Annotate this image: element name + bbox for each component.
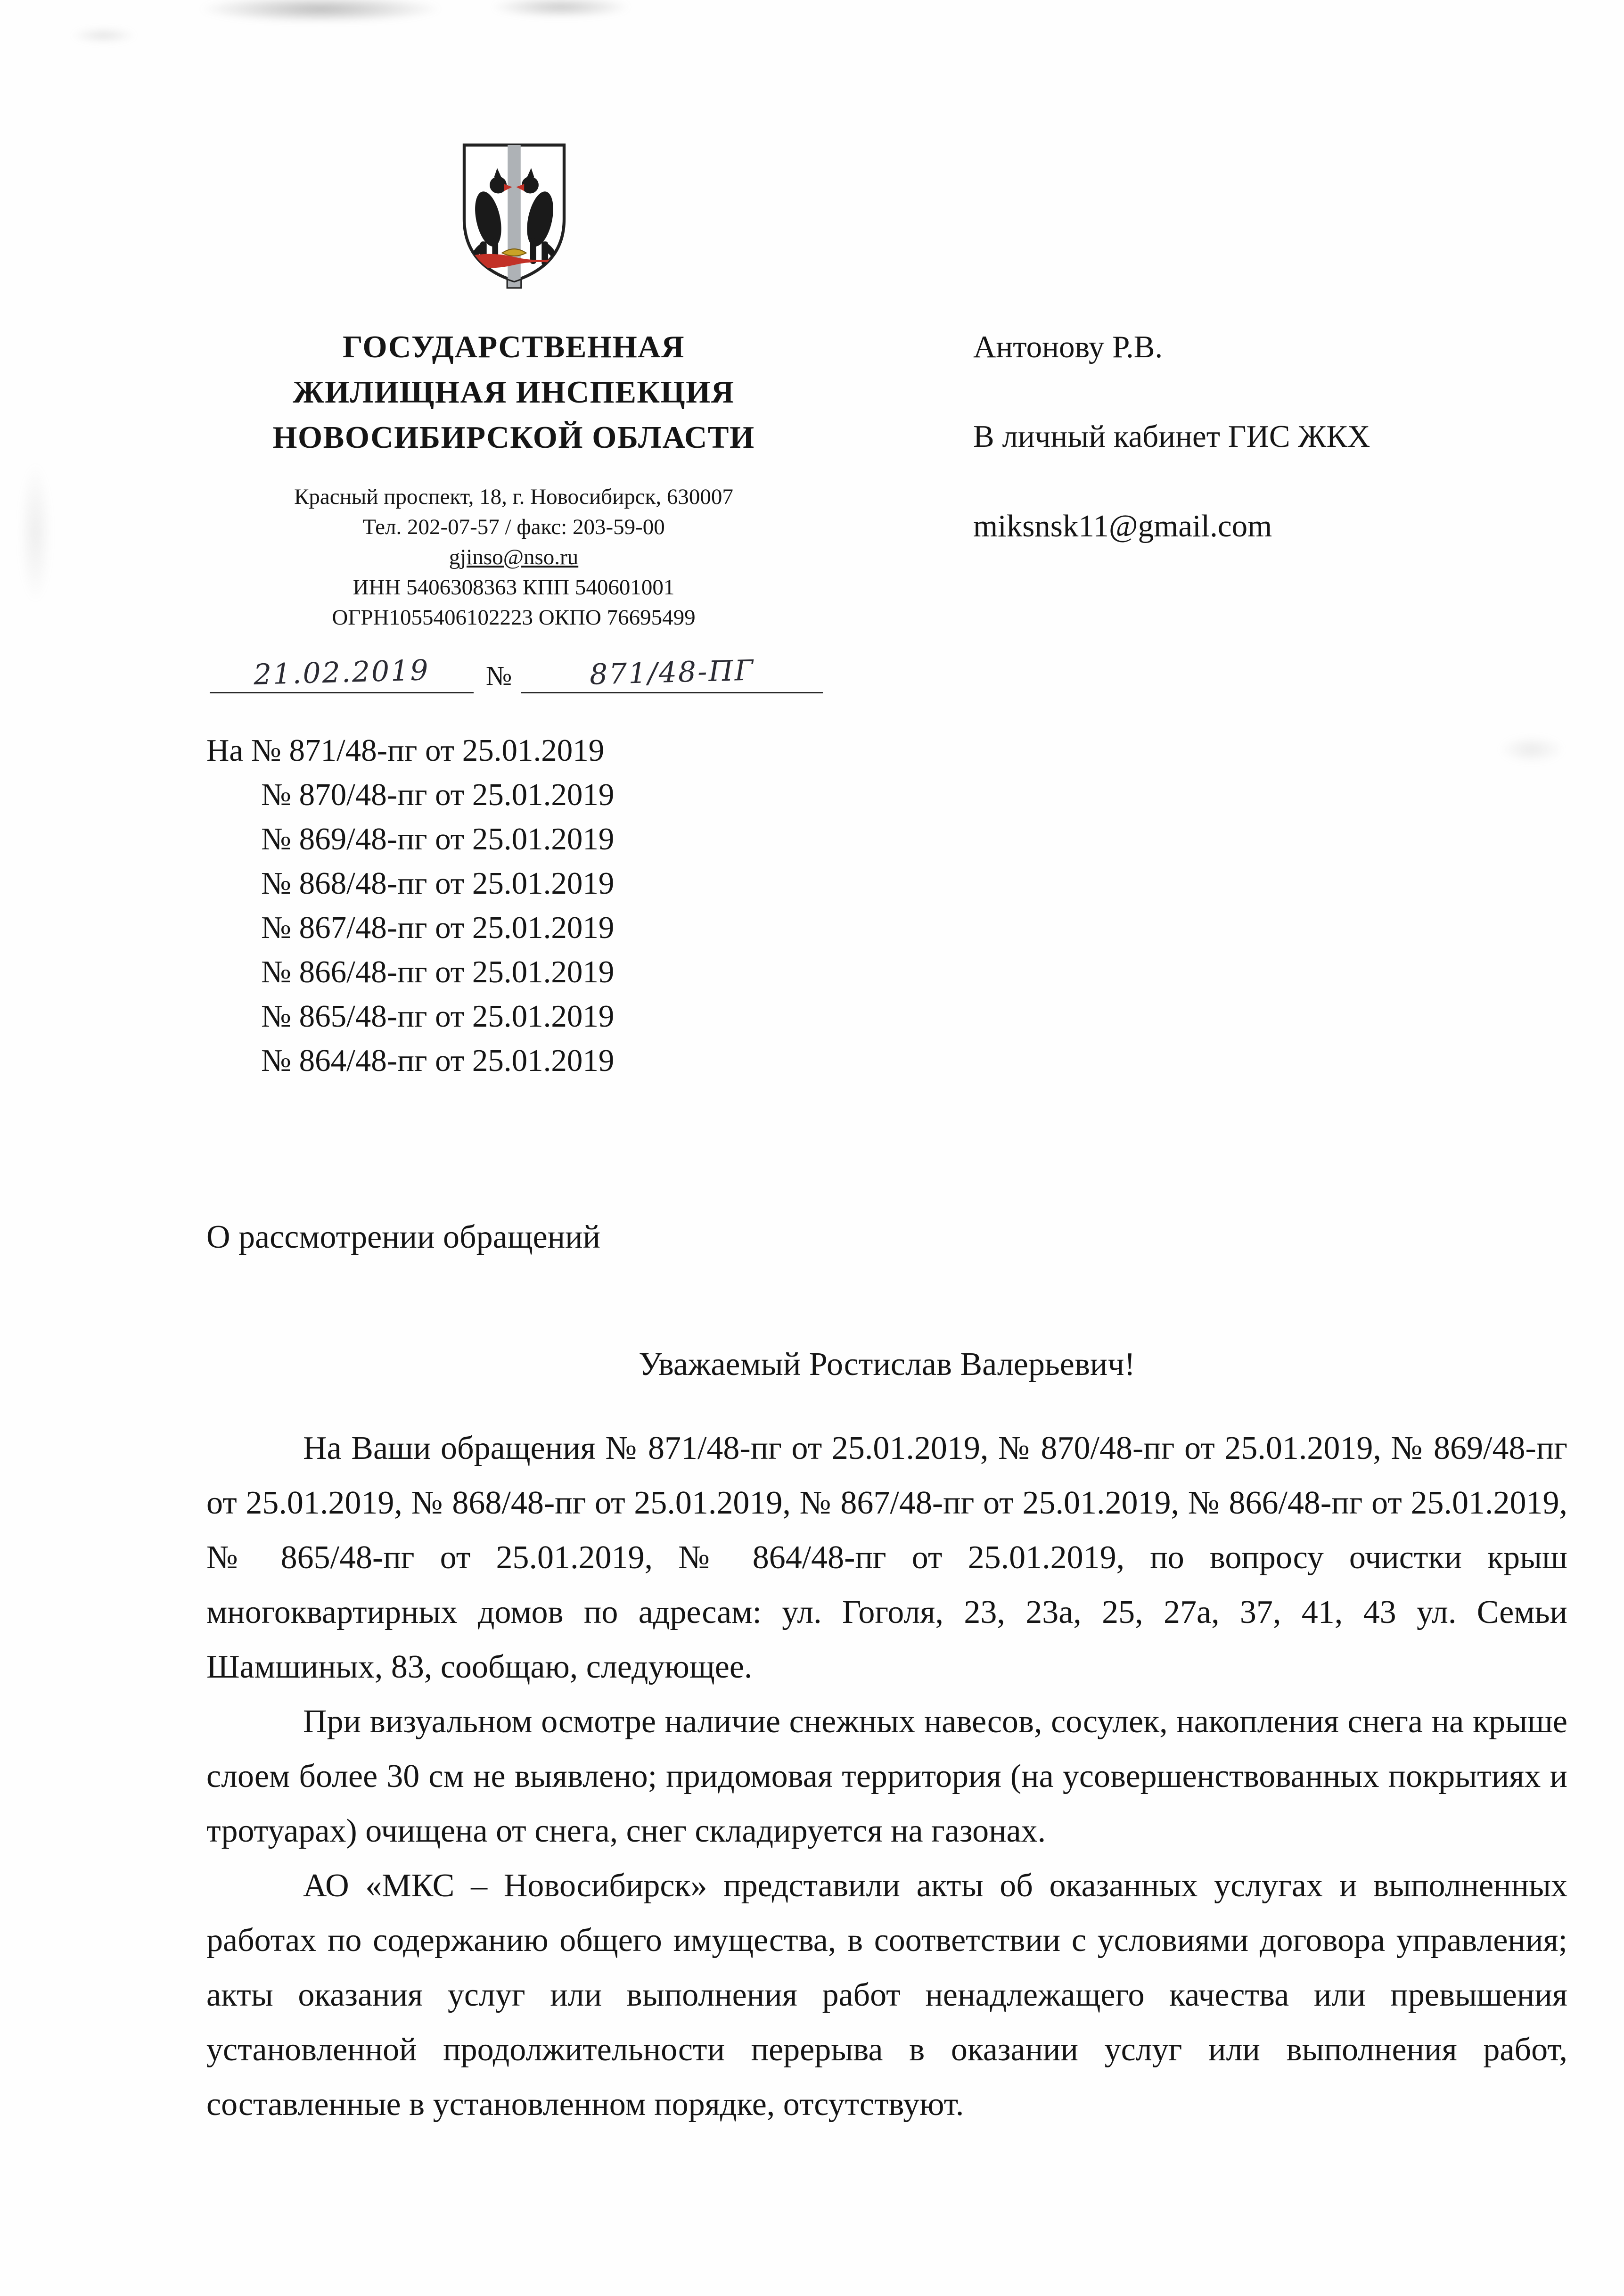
- org-phone: Тел. 202-07-57 / факс: 203-59-00: [362, 515, 665, 539]
- scan-smudge: [19, 462, 52, 603]
- scan-smudge: [71, 27, 137, 43]
- org-name-line: ГОСУДАРСТВЕННАЯ: [343, 329, 685, 364]
- recipient-block: [973, 330, 1600, 599]
- coat-of-arms: [452, 139, 576, 289]
- reference-item: № 867/48-пг от 25.01.2019: [261, 910, 615, 945]
- coat-of-arms-graphic: [452, 139, 576, 289]
- reference-item: На № 871/48-пг от 25.01.2019: [206, 733, 605, 768]
- letter-number-label: №: [486, 660, 512, 691]
- letter-date-slot: [210, 656, 474, 693]
- body-paragraph: При визуальном осмотре наличие снежных навесов, сосулек, накопления снега на крыше слоем более 30 см не выявлено; придомовая территория (на усовершенствованных покрытиях и тротуарах) очищена от снега, снег складируется на газонах.: [206, 1703, 1567, 1849]
- scan-smudge: [198, 0, 443, 23]
- sender-letterhead: [170, 324, 858, 633]
- org-name-line: ЖИЛИЩНАЯ ИНСПЕКЦИЯ: [293, 375, 735, 410]
- reference-item: № 866/48-пг от 25.01.2019: [261, 955, 615, 989]
- reference-item: № 865/48-пг от 25.01.2019: [261, 999, 615, 1034]
- scan-smudge: [490, 0, 632, 18]
- incoming-references: [206, 728, 614, 1083]
- date-number-line: [210, 656, 917, 693]
- recipient-email: miksnsk11@gmail.com: [973, 509, 1272, 543]
- org-name-line: НОВОСИБИРСКОЙ ОБЛАСТИ: [272, 420, 755, 455]
- letter-date-handwritten: 21.02.2019: [253, 654, 430, 691]
- reference-item: № 870/48-пг от 25.01.2019: [261, 777, 615, 812]
- org-address: Красный проспект, 18, г. Новосибирск, 630007: [294, 485, 733, 509]
- subject-line: О рассмотрении обращений: [206, 1219, 601, 1255]
- salutation: Уважаемый Ростислав Валерьевич!: [639, 1346, 1135, 1383]
- reference-item: № 868/48-пг от 25.01.2019: [261, 866, 615, 901]
- org-inn-kpp: ИНН 5406308363 КПП 540601001: [353, 575, 675, 600]
- recipient-name: Антонову Р.В.: [973, 329, 1163, 364]
- org-email: gjinso@nso.ru: [449, 545, 579, 569]
- scan-smudge: [1499, 735, 1565, 764]
- reference-item: № 869/48-пг от 25.01.2019: [261, 822, 615, 856]
- recipient-channel: В личный кабинет ГИС ЖКХ: [973, 419, 1370, 454]
- letter-body: [206, 1421, 1567, 2132]
- org-ogrn-okpo: ОГРН1055406102223 ОКПО 76695499: [332, 605, 696, 630]
- body-paragraph: АО «МКС – Новосибирск» представили акты об оказанных услугах и выполненных работах по содержанию общего имущества, в соответствии с условиями договора управления; акты оказания услуг или выполнения работ ненадлежащего качества или превышения установленной продолжительности перерыва в оказании услуг или выполнения работ, составленные в установленном порядке, отсутствуют.: [206, 1868, 1567, 2123]
- reference-item: № 864/48-пг от 25.01.2019: [261, 1043, 615, 1078]
- body-paragraph: На Ваши обращения № 871/48-пг от 25.01.2019, № 870/48-пг от 25.01.2019, № 869/48-пг от 25.01.2019, № 868/48-пг от 25.01.2019, № 867/48-пг от 25.01.2019, № 866/48-пг от 25.01.2019, № 865/48-пг от 25.01.2019, № 864/48-пг от 25.01.2019, по вопросу очистки крыш многоквартирных домов по адресам: ул. Гоголя, 23, 23а, 25, 27а, 37, 41, 43 ул. Семьи Шамшиных, 83, сообщаю, следующее.: [206, 1430, 1567, 1685]
- letter-number-slot: [521, 656, 823, 693]
- letter-number-handwritten: 871/48-ПГ: [589, 654, 755, 691]
